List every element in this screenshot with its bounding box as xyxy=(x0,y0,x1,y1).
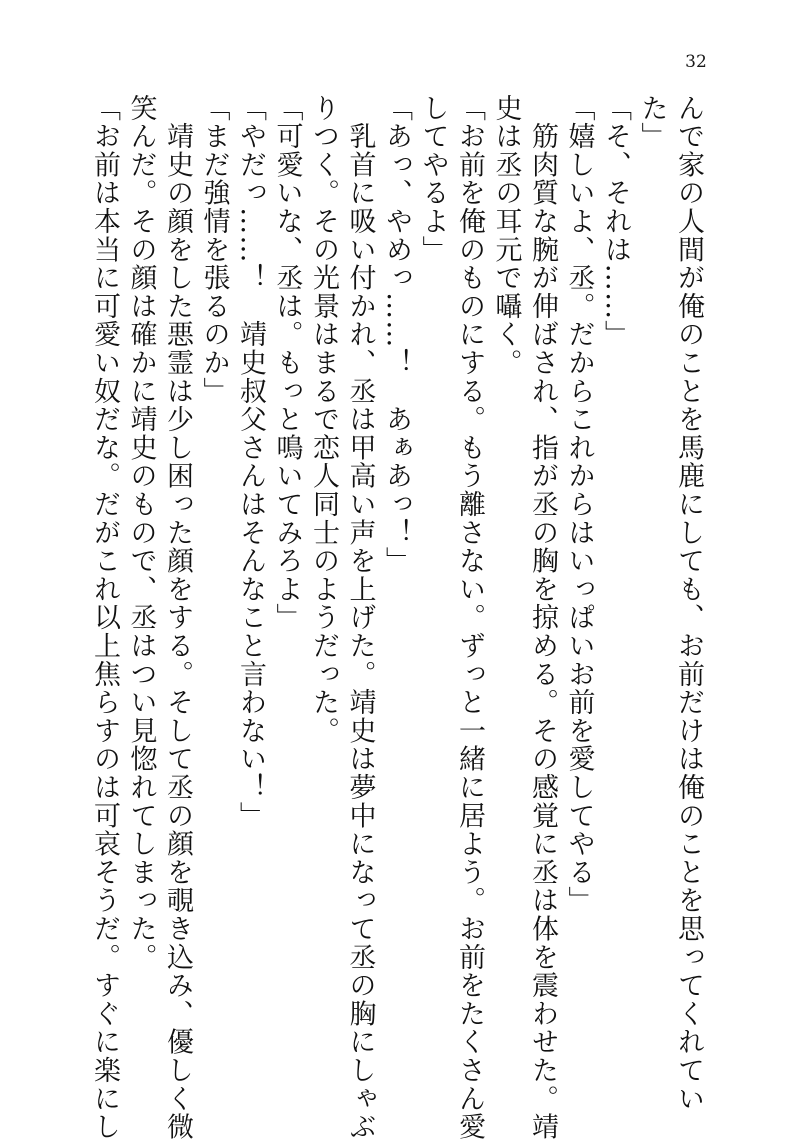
text-line: 「嬉しいよ、丞。だからこれからはいっぱいお前を愛してやる」 xyxy=(563,94,595,915)
text-line: 乳首に吸い付かれ、丞は甲高い声を上げた。靖史は夢中になって丞の胸にしゃぶ xyxy=(344,94,376,1141)
page-number: 32 xyxy=(685,52,707,72)
text-line: してやるよ」 xyxy=(417,94,449,264)
text-line: 史は丞の耳元で囁く。 xyxy=(490,94,522,377)
text-line: りつく。その光景はまるで恋人同士のようだった。 xyxy=(308,94,339,745)
text-line: 「まだ強情を張るのか」 xyxy=(198,94,230,406)
text-line: 「やだっ……！ 靖史叔父さんはそんなこと言わない！」 xyxy=(235,94,266,830)
vertical-text-body xyxy=(86,94,707,1141)
text-line: 「お前を俺のものにする。もう離さない。ずっと一緒に居よう。お前をたくさん愛 xyxy=(454,94,485,1141)
text-line: 「あっ、やめっ……！ あぁあっ！」 xyxy=(381,94,412,576)
text-line: 「お前は本当に可愛い奴だな。だがこれ以上焦らすのは可哀そうだ。すぐに楽にし xyxy=(89,94,120,1141)
text-line: 筋肉質な腕が伸ばされ、指が丞の胸を掠める。その感覚に丞は体を震わせた。靖 xyxy=(527,94,558,1141)
text-line: 笑んだ。その顔は確かに靖史のもので、丞はつい見惚れてしまった。 xyxy=(125,94,157,972)
text-line: た」 xyxy=(636,94,668,151)
text-line: 「可愛いな、丞は。もっと鳴いてみろよ」 xyxy=(271,94,303,632)
text-line: 「そ、それは……」 xyxy=(600,94,631,349)
text-line: んで家の人間が俺のことを馬鹿にしても、お前だけは俺のことを思ってくれてい xyxy=(673,94,704,1113)
text-line: 靖史の顔をした悪霊は少し困った顔をする。そして丞の顔を覗き込み、優しく微 xyxy=(162,94,193,1141)
